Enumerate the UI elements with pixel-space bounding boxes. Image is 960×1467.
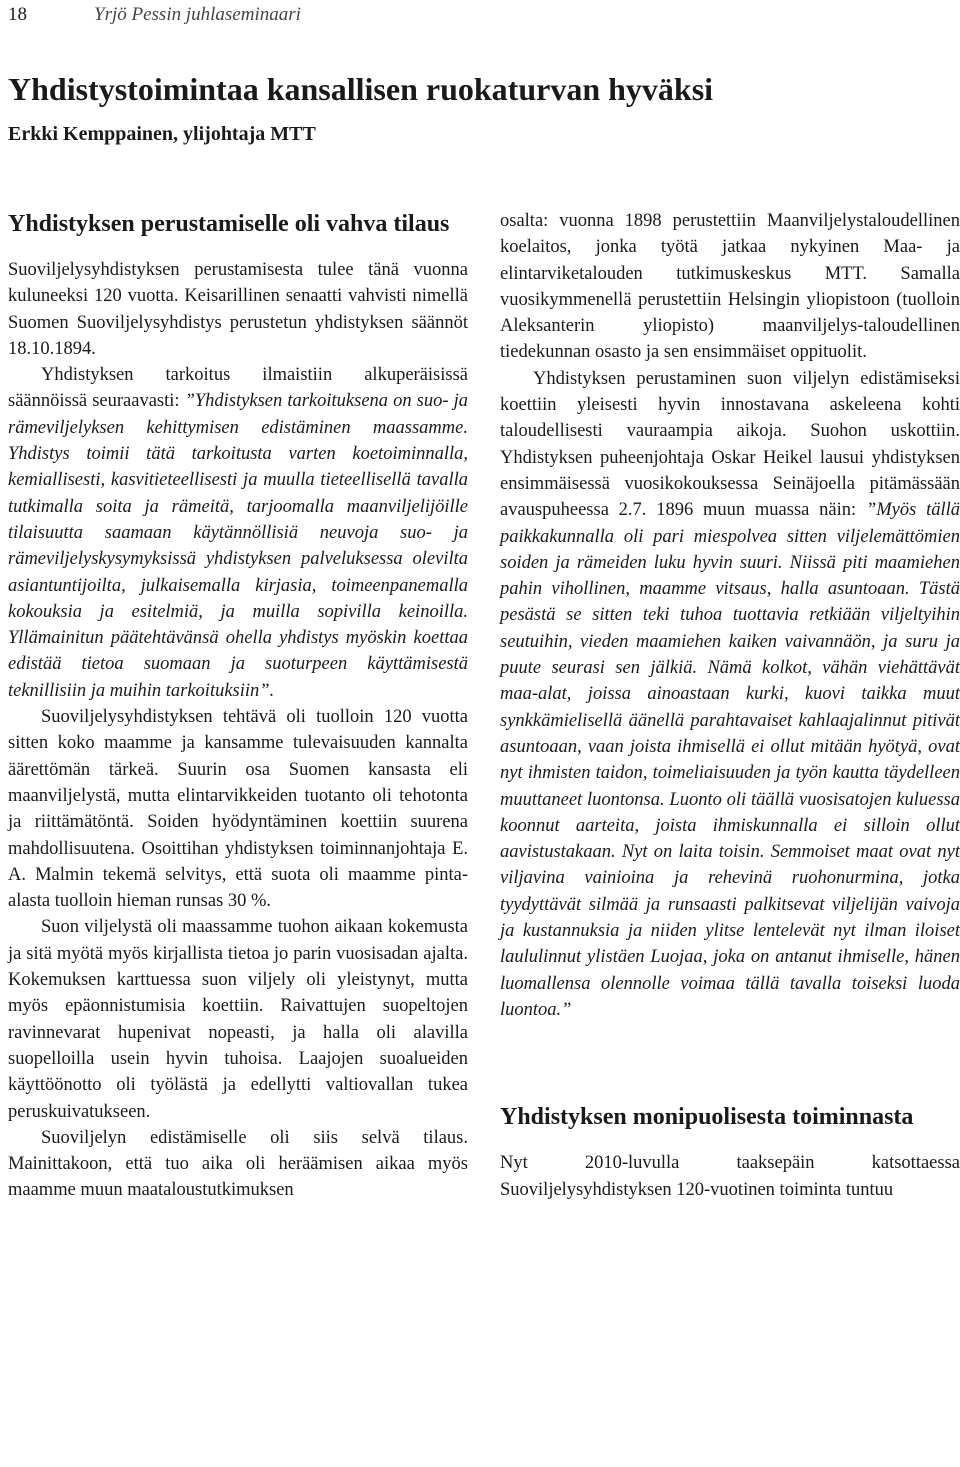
paragraph: osalta: vuonna 1898 perustettiin Maanviljelystaloudellinen koelaitos, jonka työtä jatkaa nykyinen Maa- ja elintarviketalouden tutkimuskeskus MTT. Samalla vuosikymmenellä perustettiin Helsingin yliopistoon (tuolloin Aleksanterin yliopisto) maanviljelys-taloudellinen tiedekunnan osasto ja sen ensimmäiset oppituolit. xyxy=(500,211,960,363)
quotation-text: ”Yhdistyksen tarkoituksena on suo- ja rämeviljelyksen kehittymisen edistäminen maassamme. Yhdistys toimii tätä tarkoitusta varten koetoiminnalla, kemiallisesti, kasvitieteellisesti ja muulla tieteellisellä tavalla tutkimalla soita ja rämeitä, tarjoomalla maanviljelijöille tilaisuutta saamaan käytännöllisiä neuvoja suo- ja rämeviljelyskysymyksissä yhdistyksen palveluksessa olevilta asiantuntijoilta, julkaisemalla kirjasia, toimeenpanemalla kokouksia ja esitelmiä, ja muilla sopivilla keinoilla. Yllämainitun päätehtävänsä ohella yhdistys myöskin koettaa edistää tietoa suomaan ja suoturpeen käyttämisestä teknillisiin ja muihin tarkoituksiin”. xyxy=(8,391,469,701)
section-heading: Yhdistyksen perustamiselle oli vahva tilaus xyxy=(8,211,450,237)
paragraph: Suoviljelysyhdistyksen perustamisesta tulee tänä vuonna kuluneeksi 120 vuotta. Keisarillinen senaatti vahvisti nimellä Suomen Suoviljelysyhdistys perustetun yhdistyksen säännöt 18.10.1894. xyxy=(8,260,468,359)
paragraph xyxy=(8,362,468,704)
section-heading: Yhdistyksen monipuolisesta toiminnasta xyxy=(500,1104,914,1131)
left-column xyxy=(8,208,468,1204)
paragraph: Suoviljelysyhdistyksen tehtävä oli tuolloin 120 vuotta sitten koko maamme ja kansamme tulevaisuuden kannalta äärettömän tärkeä. Suurin osa Suomen kansasta eli maanviljelystä, mutta elintarvikkeiden tuotanto oli tehotonta ja riittämätöntä. Soiden hyödyntäminen koettiin suurena mahdollisuutena. Osoittihan yhdistyksen toiminnanjohtaja E. A. Malmin tekemä selvitys, että suota oli maamme pinta-alasta tuolloin hieman runsas 30 %. xyxy=(8,707,468,912)
running-title: Yrjö Pessin juhlaseminaari xyxy=(94,4,301,25)
page-number: 18 xyxy=(8,4,27,25)
article-title: Yhdistystoimintaa kansallisen ruokaturvan hyväksi xyxy=(8,71,714,107)
paragraph: Suon viljelystä oli maassamme tuohon aikaan kokemusta ja sitä myötä myös kirjallista tietoa jo parin vuosisadan ajalta. Kokemuksen karttuessa suon viljely oli yleistynyt, mutta myös epäonnistumisia koettiin. Raivattujen suopeltojen ravinnevarat hupenivat nopeasti, ja halla oli alavilla suopelloilla usein hyvin tuhoisa. Laajojen suoalueiden käyttöönotto oli työlästä ja edellytti valtiovallan tukea peruskuivatukseen. xyxy=(8,917,468,1122)
right-column xyxy=(500,208,960,1203)
quotation-text: ”Myös tällä paikkakunnalla oli pari miespolvea sitten viljelemättömien soiden ja rämeiden luku hyvin suuri. Niissä piti maamiehen pahin vihollinen, maamme vitsaus, halla asuntoaan. Tästä pesästä se sitten teki tuhoa tuottavia retkiään viljeltyihin seutuihin, vieden maamiehen kaiken vaivannäön, ja suru ja puute seurasi sen jälkiä. Nämä kolkot, vähän viehättävät maa-alat, joissa ainoastaan kurki, kuovi taikka muut synkkämielisellä äänellä parahtavaiset kahlaajalinnut pitivät asuntoaan, vaan joista ihmisellä ei ollut mitään hyötyä, ovat nyt ihmisten taidon, toimeliaisuuden ja työn kautta täydelleen muuttaneet luontonsa. Luonto oli täällä vuosisatojen kuluessa koonnut aarteita, joista ihmiskunnalla ei silloin ollut aavistustakaan. Nyt on laita toisin. Semmoiset maat ovat nyt viljavina vainioina ja rehevinä ruohonurmina, jotka tyydyttävät silmää ja runsaasti palkitsevat viljelijän vaivoja ja kustannuksia ja niiden ylitse lentelevät nyt ilman iloiset laululinnut ylistäen Luojaa, joka on antanut ihmiselle, hänen luomallensa olennolle voimaa tällä tavalla toiseksi luoda luontoa.” xyxy=(500,500,960,1020)
paragraph xyxy=(500,366,960,1023)
paragraph: Nyt 2010-luvulla taaksepäin katsottaessa Suoviljelysyhdistyksen 120-vuotinen toiminta tuntuu xyxy=(500,1153,960,1200)
paragraph-text: Yhdistyksen perustaminen suon viljelyn edistämiseksi koettiin yleisesti hyvin innostavana askeleena kohti taloudellisesti vauraampia aikoja. Suohon uskottiin. Yhdistyksen puheenjohtaja Oskar Heikel lausui yhdistyksen ensimmäisessä vuosikokouksessa Seinäjoella pitämässään avauspuheessa 2.7. 1896 muun muassa näin: xyxy=(500,368,960,521)
article-author: Erkki Kemppainen, ylijohtaja MTT xyxy=(8,123,316,145)
page-header xyxy=(8,0,952,30)
paragraph: Suoviljelyn edistämiselle oli siis selvä tilaus. Mainittakoon, että tuo aika oli heräämisen aikaa myös maamme muun maataloustutkimuksen xyxy=(8,1127,468,1201)
paragraph-text: Yhdistyksen tarkoitus ilmaistiin alkuperäisissä säännöissä seuraavasti: xyxy=(8,365,468,412)
